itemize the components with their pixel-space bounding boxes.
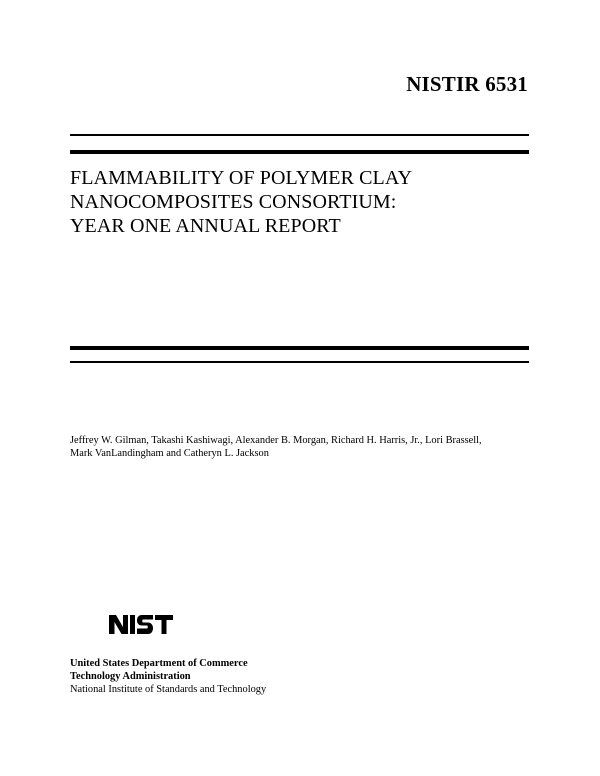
nist-logo xyxy=(107,610,177,638)
author-list xyxy=(70,434,540,460)
department-name: United States Department of Commerce xyxy=(70,658,248,669)
author-line: Jeffrey W. Gilman, Takashi Kashiwagi, Alexander B. Morgan, Richard H. Harris, Jr., Lori Brassell, xyxy=(70,435,482,446)
bottom-thick-rule xyxy=(70,346,529,350)
agency-block xyxy=(70,657,266,696)
administration-name: Technology Administration xyxy=(70,671,191,682)
title-line: NANOCOMPOSITES CONSORTIUM: xyxy=(70,191,397,213)
report-title xyxy=(70,166,540,238)
top-thick-rule xyxy=(70,150,529,154)
bottom-thin-rule xyxy=(70,361,529,363)
author-line: Mark VanLandingham and Catheryn L. Jackson xyxy=(70,448,269,459)
institute-name: National Institute of Standards and Technology xyxy=(70,684,267,695)
title-line: YEAR ONE ANNUAL REPORT xyxy=(70,215,341,237)
title-line: FLAMMABILITY OF POLYMER CLAY xyxy=(70,167,413,189)
top-thin-rule xyxy=(70,134,529,136)
report-number: NISTIR 6531 xyxy=(406,72,528,96)
